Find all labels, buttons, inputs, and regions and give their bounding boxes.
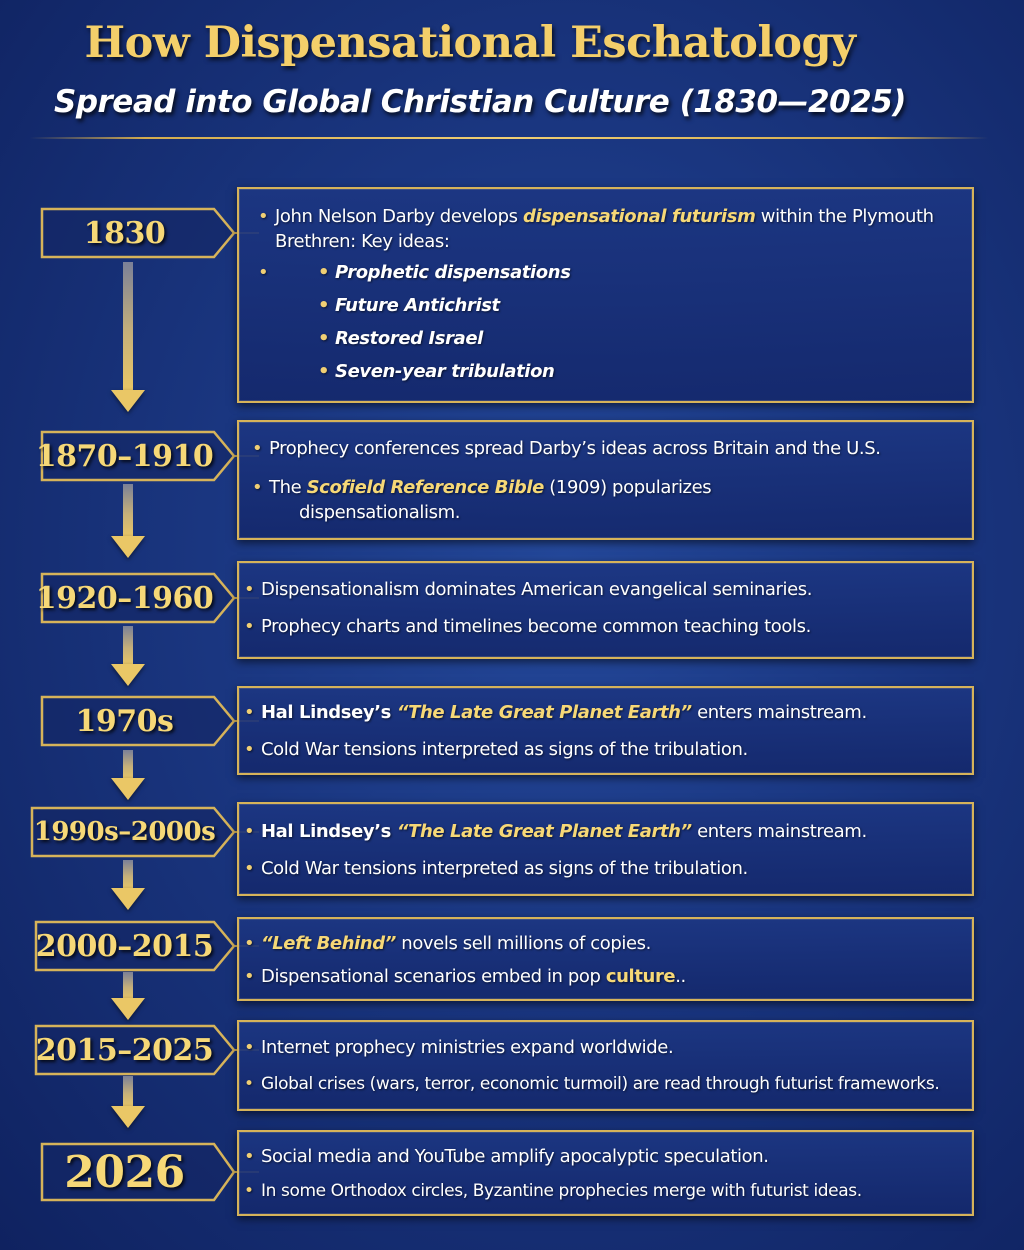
timeline-box-1970s <box>237 686 974 775</box>
timeline-label-2000-2015 <box>22 920 232 972</box>
highlighted-term: “The Late Great Planet Earth” <box>396 821 692 842</box>
timeline-box-2026 <box>237 1130 974 1216</box>
timeline-label-1830 <box>22 207 232 259</box>
key-idea-item: • Future Antichrist <box>313 293 958 318</box>
timeline-label-1970s <box>22 695 232 747</box>
bullet-item: • Prophecy charts and timelines become common teaching tools. <box>239 614 962 639</box>
timeline-label-1990s-2000s <box>22 806 232 858</box>
timeline-year: 1920–1960 <box>35 580 214 616</box>
key-ideas-list <box>253 260 958 384</box>
timeline-label-2015-2025 <box>22 1024 232 1076</box>
timeline-year: 1990s–2000s <box>33 817 216 847</box>
highlighted-term: Scofield Reference Bible <box>306 477 544 498</box>
bullet-item: • The Scofield Reference Bible (1909) popularizes dispensationalism. <box>247 475 962 525</box>
timeline-year: 1970s <box>75 703 174 739</box>
bullet-item: • “Left Behind” novels sell millions of copies. <box>239 931 962 956</box>
timeline-box-2000-2015 <box>237 917 974 1001</box>
page-title: How Dispensational Eschatology <box>84 18 856 68</box>
bullet-item: • John Nelson Darby develops dispensational futurism within the Plymouth Brethren: Key ideas: <box>253 204 958 254</box>
timeline-box-1830 <box>237 187 974 403</box>
timeline-label-1920-1960 <box>22 572 232 624</box>
page-subtitle: Spread into Global Christian Culture (1830—2025) <box>54 84 906 120</box>
bullet-item: • Dispensationalism dominates American evangelical seminaries. <box>239 577 962 602</box>
bullet-item: • Cold War tensions interpreted as signs of the tribulation. <box>239 856 962 881</box>
bullet-item: • Hal Lindsey’s “The Late Great Planet Earth” enters mainstream. <box>239 819 962 844</box>
bullet-item: • Global crises (wars, terror, economic turmoil) are read through futurist frameworks. <box>239 1072 966 1097</box>
timeline-year: 2000–2015 <box>35 928 214 964</box>
key-idea-item: • Seven-year tribulation <box>313 359 958 384</box>
timeline-year: 2015–2025 <box>35 1032 214 1068</box>
title-divider <box>30 137 988 139</box>
key-idea-item: • Restored Israel <box>313 326 958 351</box>
key-idea-item: • • Prophetic dispensations <box>313 260 958 285</box>
highlighted-term: dispensational futurism <box>522 206 756 227</box>
timeline-label-2026 <box>22 1142 232 1202</box>
timeline-box-1990s-2000s <box>237 802 974 896</box>
bullet-item: • In some Orthodox circles, Byzantine prophecies merge with futurist ideas. <box>239 1179 964 1204</box>
timeline-year: 1870–1910 <box>35 438 214 474</box>
timeline-year: 1830 <box>83 215 166 251</box>
bullet-item: • Social media and YouTube amplify apocalyptic speculation. <box>239 1144 964 1169</box>
highlighted-term: “Left Behind” <box>261 933 396 954</box>
highlighted-term: culture <box>605 966 676 987</box>
timeline-label-1870-1910 <box>22 430 232 482</box>
timeline-box-1920-1960 <box>237 561 974 659</box>
highlighted-term: “The Late Great Planet Earth” <box>396 702 692 723</box>
bullet-item: • Dispensational scenarios embed in pop culture.. <box>239 964 962 989</box>
timeline-year: 2026 <box>64 1146 185 1198</box>
timeline-box-1870-1910 <box>237 420 974 540</box>
bullet-item: • Cold War tensions interpreted as signs of the tribulation. <box>239 737 962 762</box>
timeline-box-2015-2025 <box>237 1020 974 1111</box>
bullet-item: • Internet prophecy ministries expand worldwide. <box>239 1035 966 1060</box>
bullet-item: • Prophecy conferences spread Darby’s ideas across Britain and the U.S. <box>247 436 962 461</box>
bullet-item: • Hal Lindsey’s “The Late Great Planet Earth” enters mainstream. <box>239 700 962 725</box>
